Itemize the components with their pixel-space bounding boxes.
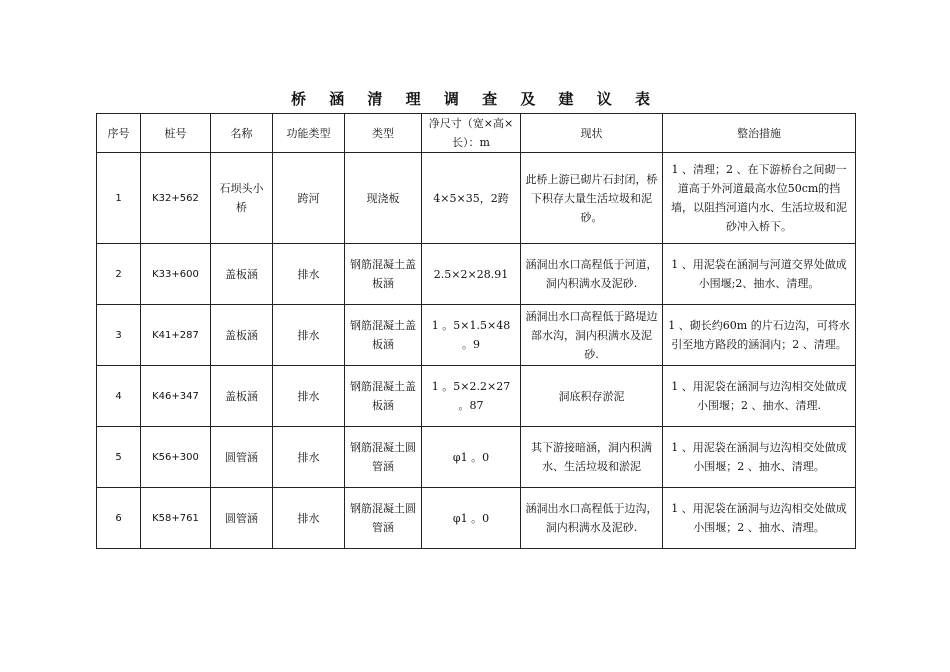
cell-no: 6 [97,488,141,549]
cell-name: 盖板涵 [211,305,273,366]
header-cell-type: 类型 [345,114,422,153]
cell-station: K56+300 [141,427,211,488]
table-row [97,427,856,488]
survey-table [96,113,856,549]
cell-no: 5 [97,427,141,488]
table-row [97,244,856,305]
table-row [97,153,856,244]
cell-size: 1 。5×2.2×27 。87 [422,366,521,427]
cell-type: 钢筋混凝土盖板涵 [345,305,422,366]
cell-status: 涵洞出水口高程低于路堤边部水沟，洞内积满水及泥砂. [521,305,663,366]
cell-name: 圆管涵 [211,488,273,549]
cell-name: 石坝头小桥 [211,153,273,244]
cell-type: 钢筋混凝土圆管涵 [345,427,422,488]
cell-type: 现浇板 [345,153,422,244]
cell-size: φ1 。0 [422,488,521,549]
cell-size: 2.5×2×28.91 [422,244,521,305]
cell-measure: 1 、用泥袋在涵洞与边沟相交处做成小围堰；2 、抽水、清理。 [663,427,856,488]
table-row [97,488,856,549]
cell-function: 排水 [273,244,345,305]
cell-function: 排水 [273,427,345,488]
cell-status: 洞底积存淤泥 [521,366,663,427]
cell-station: K58+761 [141,488,211,549]
page-title: 桥 涵 清 理 调 查 及 建 议 表 [290,90,659,108]
cell-measure: 1 、用泥袋在涵洞与边沟相交处做成小围堰；2 、抽水、清理。 [663,488,856,549]
cell-station: K41+287 [141,305,211,366]
cell-function: 排水 [273,305,345,366]
cell-type: 钢筋混凝土圆管涵 [345,488,422,549]
cell-station: K32+562 [141,153,211,244]
cell-name: 盖板涵 [211,366,273,427]
cell-type: 钢筋混凝土盖板涵 [345,244,422,305]
cell-status: 其下游接暗涵，洞内积满水、生活垃圾和淤泥 [521,427,663,488]
header-cell-station: 桩号 [141,114,211,153]
header-row [97,114,856,153]
cell-status: 涵洞出水口高程低于河道，洞内积满水及泥砂. [521,244,663,305]
cell-station: K33+600 [141,244,211,305]
cell-no: 2 [97,244,141,305]
header-cell-no: 序号 [97,114,141,153]
cell-size: φ1 。0 [422,427,521,488]
header-cell-name: 名称 [211,114,273,153]
cell-size: 4×5×35，2跨 [422,153,521,244]
cell-status: 涵洞出水口高程低于边沟，洞内积满水及泥砂. [521,488,663,549]
cell-measure: 1 、砌长约60m 的片石边沟，可将水引至地方路段的涵洞内；2 、清理。 [663,305,856,366]
table-row [97,366,856,427]
cell-status: 此桥上游已砌片石封闭，桥下积存大量生活垃圾和泥砂。 [521,153,663,244]
cell-name: 盖板涵 [211,244,273,305]
header-cell-measure: 整治措施 [663,114,856,153]
header-cell-function: 功能类型 [273,114,345,153]
cell-name: 圆管涵 [211,427,273,488]
cell-no: 3 [97,305,141,366]
cell-station: K46+347 [141,366,211,427]
cell-function: 跨河 [273,153,345,244]
cell-measure: 1 、用泥袋在涵洞与河道交界处做成小围堰;2、抽水、清理。 [663,244,856,305]
table-row [97,305,856,366]
cell-no: 1 [97,153,141,244]
cell-measure: 1 、用泥袋在涵洞与边沟相交处做成小围堰；2 、抽水、清理. [663,366,856,427]
cell-no: 4 [97,366,141,427]
cell-size: 1 。5×1.5×48 。9 [422,305,521,366]
header-cell-size: 净尺寸（宽×高×长）：m [422,114,521,153]
cell-type: 钢筋混凝土盖板涵 [345,366,422,427]
cell-function: 排水 [273,366,345,427]
header-cell-status: 现状 [521,114,663,153]
cell-measure: 1 、清理；2 、在下游桥台之间砌一道高于外河道最高水位50cm的挡墙，以阻挡河道内水、生活垃圾和泥砂冲入桥下。 [663,153,856,244]
cell-function: 排水 [273,488,345,549]
